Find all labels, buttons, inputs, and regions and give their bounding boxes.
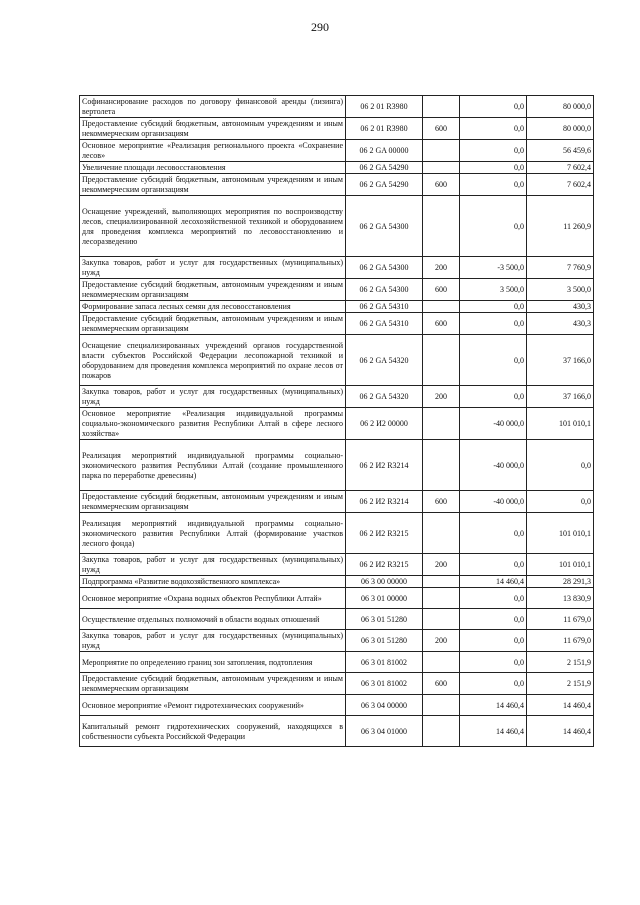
row-description: Оснащение учреждений, выполняющих мероприятия по воспроизводству лесов, специализированной лесохозяйственной техникой и оборудованием для проведения комплекса мероприятий по лесовосстановлению и лесоразведению xyxy=(80,196,346,257)
row-change-amount: 0,0 xyxy=(460,609,527,630)
table-row xyxy=(80,386,594,408)
table-row xyxy=(80,96,594,118)
row-target-code: 06 2 GA 54300 xyxy=(346,196,423,257)
table-row xyxy=(80,335,594,386)
row-target-code: 06 2 И2 R3215 xyxy=(346,513,423,554)
row-change-amount: 0,0 xyxy=(460,652,527,673)
row-expense-type xyxy=(423,716,460,747)
row-description: Мероприятие по определению границ зон затопления, подтопления xyxy=(80,652,346,673)
row-total-amount: 14 460,4 xyxy=(527,716,594,747)
row-expense-type xyxy=(423,301,460,313)
table-row xyxy=(80,588,594,609)
budget-table xyxy=(79,95,594,747)
row-total-amount: 0,0 xyxy=(527,491,594,513)
row-total-amount: 80 000,0 xyxy=(527,96,594,118)
table-row xyxy=(80,609,594,630)
row-description: Закупка товаров, работ и услуг для государственных (муниципальных) нужд xyxy=(80,386,346,408)
row-description: Предоставление субсидий бюджетным, автономным учреждениям и иным некоммерческим организациям xyxy=(80,279,346,301)
row-target-code: 06 3 01 00000 xyxy=(346,588,423,609)
row-change-amount: 0,0 xyxy=(460,335,527,386)
table-row xyxy=(80,652,594,673)
row-target-code: 06 3 04 01000 xyxy=(346,716,423,747)
table-row xyxy=(80,491,594,513)
row-description: Основное мероприятие «Охрана водных объектов Республики Алтай» xyxy=(80,588,346,609)
row-target-code: 06 2 GA 54310 xyxy=(346,313,423,335)
table-row xyxy=(80,279,594,301)
row-total-amount: 7 760,9 xyxy=(527,257,594,279)
table-row xyxy=(80,118,594,140)
table-row xyxy=(80,440,594,491)
row-change-amount: 0,0 xyxy=(460,118,527,140)
row-total-amount: 14 460,4 xyxy=(527,695,594,716)
row-change-amount: 0,0 xyxy=(460,96,527,118)
row-target-code: 06 3 04 00000 xyxy=(346,695,423,716)
table-row xyxy=(80,673,594,695)
row-target-code: 06 2 GA 54320 xyxy=(346,335,423,386)
row-total-amount: 101 010,1 xyxy=(527,554,594,576)
row-target-code: 06 2 GA 54300 xyxy=(346,279,423,301)
row-description: Формирование запаса лесных семян для лесовосстановления xyxy=(80,301,346,313)
row-total-amount: 13 830,9 xyxy=(527,588,594,609)
row-description: Предоставление субсидий бюджетным, автономным учреждениям и иным некоммерческим организациям xyxy=(80,118,346,140)
page-number: 290 xyxy=(311,20,329,34)
row-expense-type xyxy=(423,335,460,386)
row-expense-type: 600 xyxy=(423,118,460,140)
row-target-code: 06 2 И2 R3214 xyxy=(346,440,423,491)
row-target-code: 06 3 01 81002 xyxy=(346,652,423,673)
row-target-code: 06 2 GA 54290 xyxy=(346,162,423,174)
row-target-code: 06 2 GA 54290 xyxy=(346,174,423,196)
row-change-amount: 0,0 xyxy=(460,630,527,652)
row-expense-type xyxy=(423,652,460,673)
row-change-amount: -40 000,0 xyxy=(460,491,527,513)
row-description: Осуществление отдельных полномочий в области водных отношений xyxy=(80,609,346,630)
table-row xyxy=(80,196,594,257)
row-expense-type xyxy=(423,96,460,118)
row-change-amount: 0,0 xyxy=(460,301,527,313)
row-target-code: 06 2 GA 54300 xyxy=(346,257,423,279)
row-target-code: 06 3 01 81002 xyxy=(346,673,423,695)
row-total-amount: 7 602,4 xyxy=(527,174,594,196)
row-expense-type xyxy=(423,196,460,257)
row-expense-type: 200 xyxy=(423,630,460,652)
row-total-amount: 3 500,0 xyxy=(527,279,594,301)
row-expense-type xyxy=(423,440,460,491)
row-expense-type: 200 xyxy=(423,257,460,279)
row-total-amount: 11 260,9 xyxy=(527,196,594,257)
row-target-code: 06 3 00 00000 xyxy=(346,576,423,588)
table-row xyxy=(80,630,594,652)
table-row xyxy=(80,313,594,335)
row-target-code: 06 2 GA 54310 xyxy=(346,301,423,313)
row-expense-type: 200 xyxy=(423,554,460,576)
row-description: Основное мероприятие «Реализация индивидуальной программы социально-экономического развития Республики Алтай в сфере лесного хозяйства» xyxy=(80,408,346,440)
row-target-code: 06 3 01 51280 xyxy=(346,630,423,652)
table-row xyxy=(80,695,594,716)
row-description: Основное мероприятие «Ремонт гидротехнических сооружений» xyxy=(80,695,346,716)
row-total-amount: 2 151,9 xyxy=(527,673,594,695)
row-total-amount: 28 291,3 xyxy=(527,576,594,588)
row-change-amount: 0,0 xyxy=(460,196,527,257)
row-expense-type: 600 xyxy=(423,313,460,335)
row-change-amount: 0,0 xyxy=(460,313,527,335)
row-target-code: 06 3 01 51280 xyxy=(346,609,423,630)
row-change-amount: 14 460,4 xyxy=(460,716,527,747)
budget-table-body xyxy=(80,96,594,747)
row-total-amount: 11 679,0 xyxy=(527,609,594,630)
row-change-amount: 0,0 xyxy=(460,174,527,196)
row-change-amount: 0,0 xyxy=(460,588,527,609)
row-change-amount: 3 500,0 xyxy=(460,279,527,301)
row-expense-type xyxy=(423,609,460,630)
row-total-amount: 11 679,0 xyxy=(527,630,594,652)
row-expense-type: 600 xyxy=(423,673,460,695)
row-change-amount: -40 000,0 xyxy=(460,408,527,440)
row-description: Реализация мероприятий индивидуальной программы социально-экономического развития Республики Алтай (создание промышленного парка по переработке древесины) xyxy=(80,440,346,491)
row-total-amount: 37 166,0 xyxy=(527,386,594,408)
row-target-code: 06 2 GA 54320 xyxy=(346,386,423,408)
row-expense-type xyxy=(423,576,460,588)
row-expense-type xyxy=(423,140,460,162)
row-change-amount: 14 460,4 xyxy=(460,695,527,716)
row-expense-type: 600 xyxy=(423,491,460,513)
row-total-amount: 101 010,1 xyxy=(527,513,594,554)
row-change-amount: 0,0 xyxy=(460,554,527,576)
row-change-amount: 0,0 xyxy=(460,162,527,174)
row-target-code: 06 2 GA 00000 xyxy=(346,140,423,162)
row-expense-type: 600 xyxy=(423,279,460,301)
row-total-amount: 2 151,9 xyxy=(527,652,594,673)
table-row xyxy=(80,140,594,162)
row-description: Оснащение специализированных учреждений органов государственной власти субъектов Российской Федерации лесопожарной техникой и оборудованием для проведения комплекса мероприятий по охране лесов от пожаров xyxy=(80,335,346,386)
row-description: Капитальный ремонт гидротехнических сооружений, находящихся в собственности субъекта Российской Федерации xyxy=(80,716,346,747)
row-expense-type: 200 xyxy=(423,386,460,408)
row-expense-type xyxy=(423,588,460,609)
row-change-amount: -40 000,0 xyxy=(460,440,527,491)
table-row xyxy=(80,576,594,588)
table-row xyxy=(80,257,594,279)
row-target-code: 06 2 И2 R3214 xyxy=(346,491,423,513)
row-expense-type xyxy=(423,408,460,440)
row-description: Предоставление субсидий бюджетным, автономным учреждениям и иным некоммерческим организациям xyxy=(80,491,346,513)
row-total-amount: 80 000,0 xyxy=(527,118,594,140)
table-row xyxy=(80,301,594,313)
row-target-code: 06 2 И2 R3215 xyxy=(346,554,423,576)
row-expense-type: 600 xyxy=(423,174,460,196)
row-description: Закупка товаров, работ и услуг для государственных (муниципальных) нужд xyxy=(80,257,346,279)
row-change-amount: 14 460,4 xyxy=(460,576,527,588)
row-change-amount: 0,0 xyxy=(460,513,527,554)
row-total-amount: 101 010,1 xyxy=(527,408,594,440)
row-description: Реализация мероприятий индивидуальной программы социально-экономического развития Республики Алтай (формирование участков лесного фонда) xyxy=(80,513,346,554)
row-total-amount: 0,0 xyxy=(527,440,594,491)
row-change-amount: -3 500,0 xyxy=(460,257,527,279)
row-description: Основное мероприятие «Реализация регионального проекта «Сохранение лесов» xyxy=(80,140,346,162)
row-change-amount: 0,0 xyxy=(460,140,527,162)
row-expense-type xyxy=(423,695,460,716)
row-description: Софинансирование расходов по договору финансовой аренды (лизинга) вертолета xyxy=(80,96,346,118)
row-change-amount: 0,0 xyxy=(460,386,527,408)
row-description: Закупка товаров, работ и услуг для государственных (муниципальных) нужд xyxy=(80,630,346,652)
table-row xyxy=(80,513,594,554)
row-description: Закупка товаров, работ и услуг для государственных (муниципальных) нужд xyxy=(80,554,346,576)
table-row xyxy=(80,162,594,174)
row-expense-type xyxy=(423,162,460,174)
row-description: Подпрограмма «Развитие водохозяйственного комплекса» xyxy=(80,576,346,588)
table-row xyxy=(80,408,594,440)
row-total-amount: 7 602,4 xyxy=(527,162,594,174)
row-target-code: 06 2 01 R3980 xyxy=(346,96,423,118)
row-description: Предоставление субсидий бюджетным, автономным учреждениям и иным некоммерческим организациям xyxy=(80,313,346,335)
table-row xyxy=(80,554,594,576)
row-total-amount: 430,3 xyxy=(527,301,594,313)
row-target-code: 06 2 И2 00000 xyxy=(346,408,423,440)
row-expense-type xyxy=(423,513,460,554)
row-description: Предоставление субсидий бюджетным, автономным учреждениям и иным некоммерческим организациям xyxy=(80,673,346,695)
row-description: Увеличение площади лесовосстановления xyxy=(80,162,346,174)
row-total-amount: 56 459,6 xyxy=(527,140,594,162)
row-change-amount: 0,0 xyxy=(460,673,527,695)
table-row xyxy=(80,174,594,196)
row-total-amount: 430,3 xyxy=(527,313,594,335)
table-row xyxy=(80,716,594,747)
row-target-code: 06 2 01 R3980 xyxy=(346,118,423,140)
row-total-amount: 37 166,0 xyxy=(527,335,594,386)
row-description: Предоставление субсидий бюджетным, автономным учреждениям и иным некоммерческим организациям xyxy=(80,174,346,196)
